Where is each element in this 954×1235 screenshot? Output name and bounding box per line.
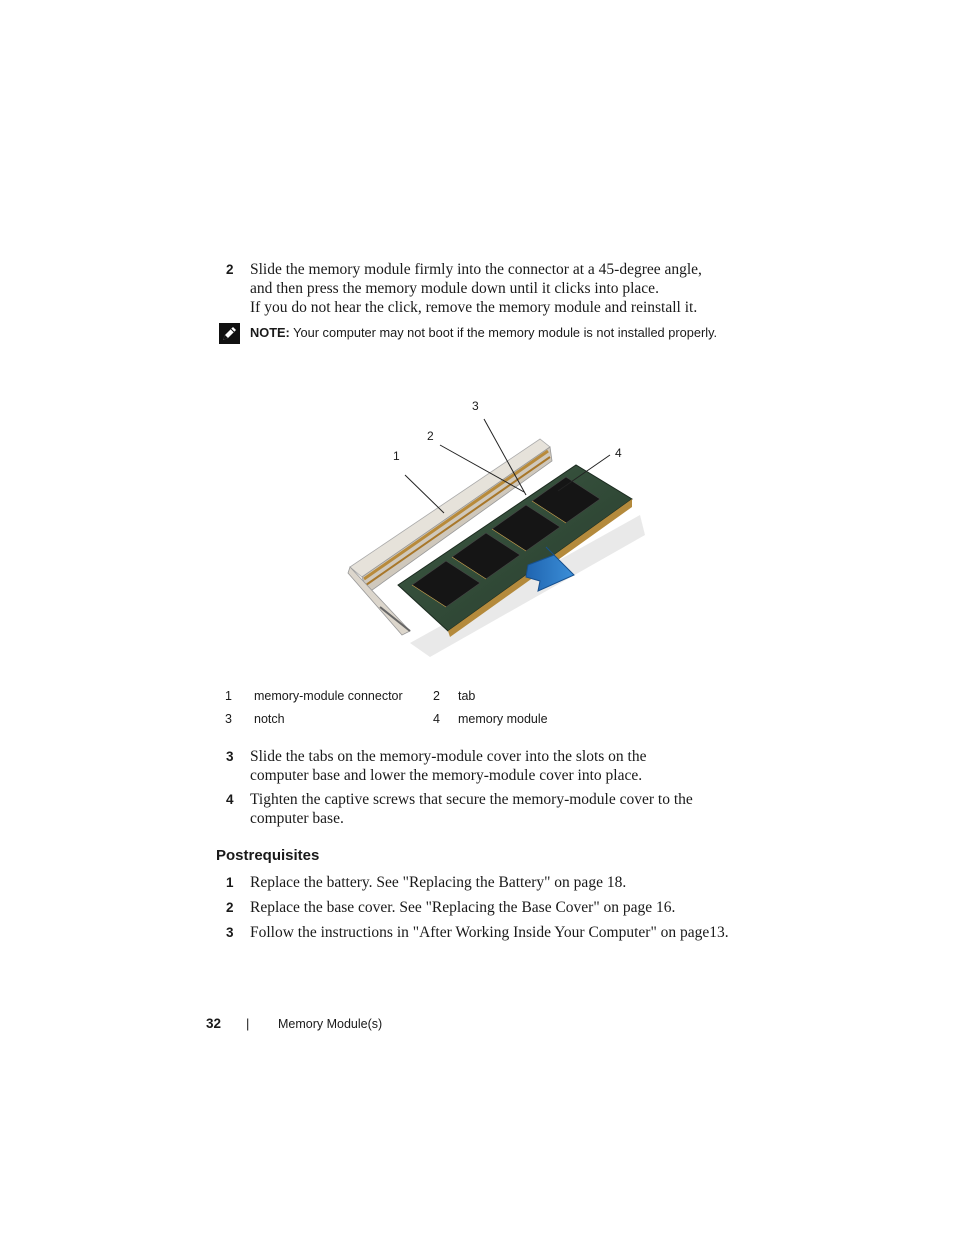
post-step-1-number: 1 — [226, 875, 234, 890]
step-3-number: 3 — [226, 749, 234, 764]
legend-num-1: 1 — [225, 689, 232, 703]
step-4-line-1: Tighten the captive screws that secure the memory-module cover to the — [250, 791, 693, 808]
legend-num-4: 4 — [433, 712, 440, 726]
step-2-text — [250, 260, 720, 317]
note-text: Your computer may not boot if the memory module is not installed properly. — [293, 325, 718, 340]
step-2-line-3: If you do not hear the click, remove the memory module and reinstall it. — [250, 299, 698, 316]
legend-label-3: notch — [254, 712, 285, 726]
step-2-number: 2 — [226, 262, 234, 277]
step-4-text — [250, 790, 720, 828]
callout-1: 1 — [393, 449, 400, 463]
legend-num-3: 3 — [225, 712, 232, 726]
note-label: NOTE: — [250, 325, 290, 340]
legend-label-1: memory-module connector — [254, 689, 403, 703]
memory-module-illustration — [340, 395, 650, 665]
note-pencil-icon — [219, 323, 240, 344]
step-3-text — [250, 747, 720, 785]
footer-separator: | — [246, 1016, 250, 1031]
footer-section-title: Memory Module(s) — [278, 1017, 383, 1031]
post-step-1-text: Replace the battery. See "Replacing the Battery" on page 18. — [250, 874, 627, 891]
note — [250, 325, 717, 340]
step-2-line-2: and then press the memory module down until it clicks into place. — [250, 280, 659, 297]
legend-num-2: 2 — [433, 689, 440, 703]
post-step-3-text: Follow the instructions in "After Working Inside Your Computer" on page13. — [250, 924, 729, 941]
step-4-line-2: computer base. — [250, 810, 344, 827]
post-step-3-number: 3 — [226, 925, 234, 940]
postrequisites-heading: Postrequisites — [216, 847, 320, 864]
legend-label-2: tab — [458, 689, 476, 703]
step-3-line-1: Slide the tabs on the memory-module cover into the slots on the — [250, 748, 647, 765]
step-3-line-2: computer base and lower the memory-module cover into place. — [250, 767, 643, 784]
post-step-2-number: 2 — [226, 900, 234, 915]
page-number: 32 — [206, 1016, 222, 1031]
post-step-2-text: Replace the base cover. See "Replacing the Base Cover" on page 16. — [250, 899, 676, 916]
legend-label-4: memory module — [458, 712, 548, 726]
step-2-line-1: Slide the memory module firmly into the connector at a 45-degree angle, — [250, 261, 702, 278]
callout-2: 2 — [427, 429, 434, 443]
step-4-number: 4 — [226, 792, 234, 807]
callout-4: 4 — [615, 446, 622, 460]
callout-3: 3 — [472, 399, 479, 413]
